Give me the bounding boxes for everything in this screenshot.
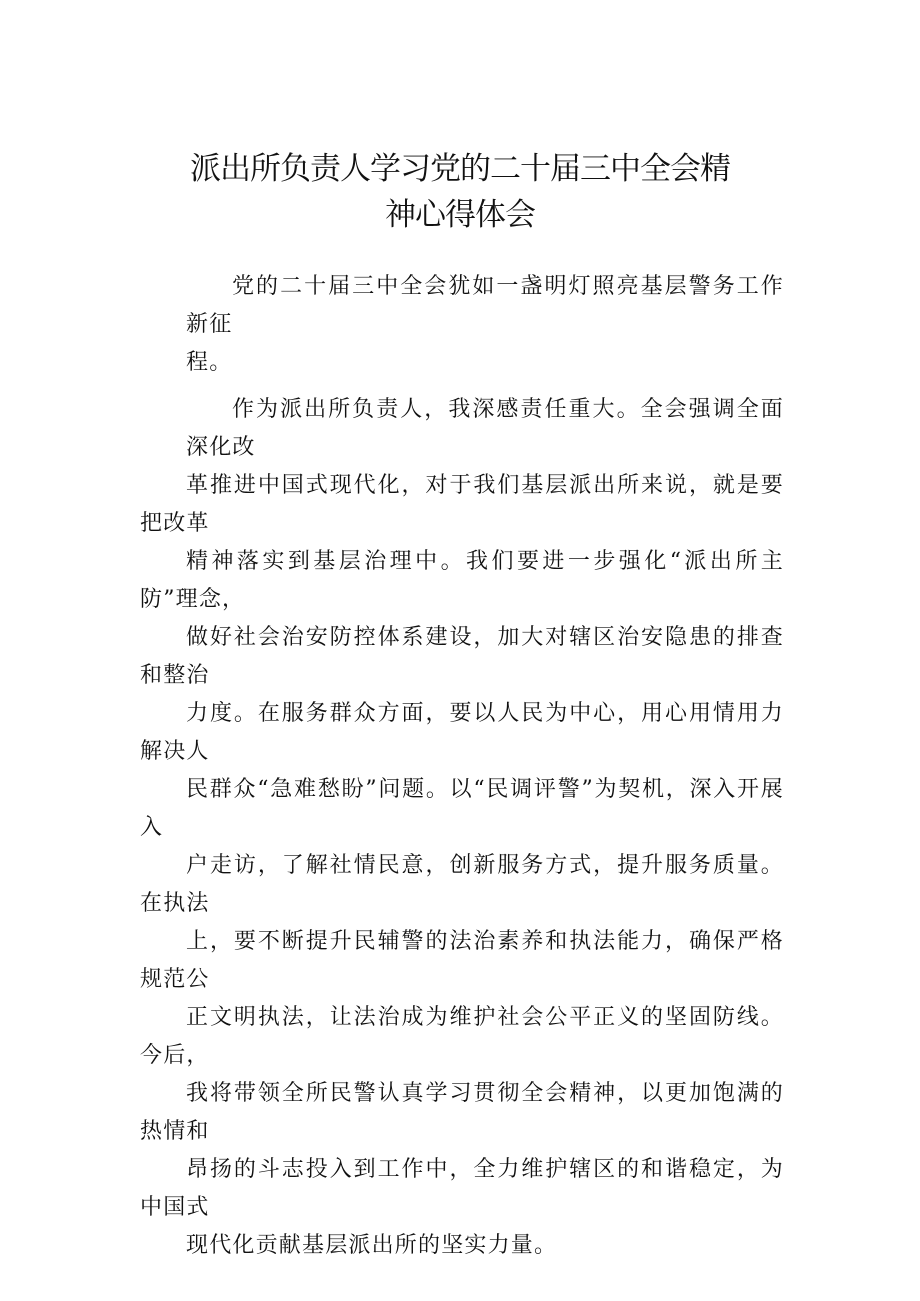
title-line-1: 派出所负责人学习党的二十届三中全会精 <box>190 151 730 187</box>
paragraph-2-line-2: 革推进中国式现代化，对于我们基层派出所来说，就是要把改革 <box>140 473 784 536</box>
paragraph-1 <box>140 268 784 382</box>
paragraph-2-line-12: 现代化贡献基层派出所的坚实力量。 <box>186 1233 558 1258</box>
paragraph-2-line-9: 正文明执法，让法治成为维护社会公平正义的坚固防线。今后， <box>140 1005 784 1068</box>
paragraph-2-line-10: 我将带领全所民警认真学习贯彻全会精神，以更加饱满的热情和 <box>140 1081 784 1144</box>
paragraph-2-line-7: 户走访，了解社情民意，创新服务方式，提升服务质量。在执法 <box>140 853 784 916</box>
paragraph-2-line-5: 力度。在服务群众方面，要以人民为中心，用心用情用力解决人 <box>140 701 784 764</box>
paragraph-1-line-1: 党的二十届三中全会犹如一盏明灯照亮基层警务工作新征 <box>186 274 784 337</box>
paragraph-2-line-6: 民群众“急难愁盼”问题。以“民调评警”为契机，深入开展入 <box>140 777 784 840</box>
document-body <box>140 268 784 1265</box>
paragraph-2-line-11: 昂扬的斗志投入到工作中，全力维护辖区的和谐稳定，为中国式 <box>140 1157 784 1220</box>
title-line-2: 神心得体会 <box>385 197 535 233</box>
document-title <box>140 146 780 238</box>
paragraph-1-line-2: 程。 <box>186 350 233 375</box>
paragraph-2-line-4: 做好社会治安防控体系建设，加大对辖区治安隐患的排查和整治 <box>140 625 784 688</box>
paragraph-2-line-1: 作为派出所负责人，我深感责任重大。全会强调全面深化改 <box>186 397 784 460</box>
paragraph-2-line-8: 上，要不断提升民辅警的法治素养和执法能力，确保严格规范公 <box>140 929 784 992</box>
paragraph-2-line-3: 精神落实到基层治理中。我们要进一步强化“派出所主防”理念， <box>140 549 784 612</box>
paragraph-2 <box>140 391 784 1265</box>
